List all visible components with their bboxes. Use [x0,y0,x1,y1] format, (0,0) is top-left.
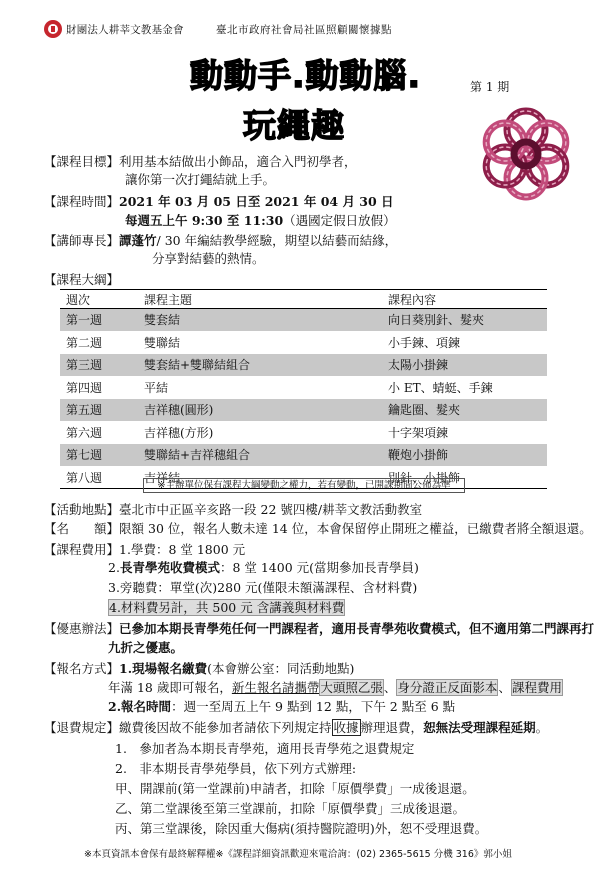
title-line-1: 動動手.動動腦. [190,56,422,95]
row-week: 第六週 [60,421,138,444]
header-content: 課程內容 [382,290,547,309]
register-photo: 大頭照乙張 [320,680,383,695]
table-row [60,354,547,377]
discount-row [44,619,594,637]
discount-label: 【優惠辦法】 [44,621,120,636]
refund-item-b: 乙、第二堂課後至第三堂課前，扣除「原價學費」三成後退還。 [115,801,466,816]
sponsor-name: 臺北市政府社會局社區照顧關懷據點 [216,24,392,36]
fee-item-4 [108,598,345,616]
teacher-row [44,231,397,249]
location-row [44,500,422,518]
table-row [60,399,547,422]
register-id-copy: 身分證正反面影本 [397,680,498,695]
row-content: 鞭炮小掛飾 [382,444,547,467]
syllabus-note: ※主辦單位保有課程大綱變動之權力，若有變動，已開課期間公佈為準 [143,478,465,493]
teacher-line-1: / 30 年編結教學經驗，期望以結藝而結緣， [156,233,398,248]
row-content: 小 ET、蜻蜓、手鍊 [382,376,547,399]
row-week: 第五週 [60,399,138,422]
quota-label: 【名 額】 [44,521,120,536]
foundation-name: 財團法人耕莘文教基金會 [66,23,184,36]
time-weekly: 每週五上午 9:30 至 11:30 [125,213,284,228]
register-office: (本會辦公室：同活動地點) [207,661,355,676]
rope-knot-icon [472,100,580,208]
outline-label: 【課程大綱】 [44,272,120,287]
time-line-2 [125,211,396,229]
header-topic: 課程主題 [138,290,382,309]
refund-item-2: 2. 非本期長青學苑學員，依下列方式辦理: [115,761,357,776]
foundation-logo-icon [44,20,62,38]
register-sep-2: 、 [498,680,511,695]
foundation-logo [44,20,184,38]
row-topic: 吉祥穗(圓形) [138,399,382,422]
time-label: 【課程時間】 [44,194,120,209]
page-footer: ※本頁資訊本會保有最終解釋權※《課程詳細資訊歡迎來電洽詢：(02) 2365-5615 分機 316》郭小姐 [84,849,512,860]
discount-line-2: 九折之優惠。 [108,640,184,655]
refund-text: 繳費後因故不能參加者請依下列規定持 [119,720,332,735]
refund-row [44,718,548,736]
row-topic: 吉祥穗(方形) [138,421,382,444]
fee-item-1: 1.學費：8 堂 1800 元 [119,542,246,557]
goal-line-2: 讓你第一次打繩結就上手。 [125,172,276,187]
register-bring: 新生報名請攜帶 [231,680,320,695]
time-holiday-note: （遇國定假日放假） [283,213,396,228]
refund-receipt: 收據 [333,720,359,735]
table-row [60,376,547,399]
row-topic: 雙套結 [138,309,382,332]
location-text: 臺北市中正區辛亥路一段 22 號四樓/耕莘文教活動教室 [119,502,423,517]
goal-label: 【課程目標】 [44,154,120,169]
row-week: 第三週 [60,354,138,377]
row-content: 小手鍊、項鍊 [382,331,547,354]
register-onsite: 1.現場報名繳費 [119,661,208,676]
row-week: 第七週 [60,444,138,467]
fee-item-2-num: 2. [108,560,120,575]
teacher-line-2: 分享對結藝的熱情。 [152,251,265,266]
table-row [60,331,547,354]
refund-period: 。 [535,720,549,735]
register-time-label: 2.報名時間 [108,699,172,714]
quota-row [44,519,592,537]
row-topic: 雙聯結 [138,331,382,354]
fee-item-4-text: 4.材料費另計，共 500 元 含講義與材料費 [109,600,345,615]
refund-no-postpone: 恕無法受理課程延期 [423,720,536,735]
fee-row [44,540,245,558]
time-date-range: 2021 年 03 月 05 日至 2021 年 04 月 30 日 [119,194,394,209]
fee-item-2-text: ：8 堂 1400 元(當期參加長青學員) [219,560,419,575]
discount-line-1: 已參加本期長青學苑任何一門課程者，適用長青學苑收費模式，但不適用第二門課再打 [119,621,595,636]
syllabus-header-row [60,290,547,309]
refund-item-c: 丙、第三堂課後，除因重大傷病(須持醫院證明)外，恕不受理退費。 [115,821,488,836]
refund-item-a: 甲、開課前(第一堂課前)申請者，扣除「原價學費」一成後退還。 [115,781,475,796]
row-topic: 雙套結+雙聯結組合 [138,354,382,377]
row-week: 第四週 [60,376,138,399]
issue-number: 第 1 期 [470,80,510,94]
fee-label: 【課程費用】 [44,542,120,557]
header-week: 週次 [60,290,138,309]
row-week: 第八週 [60,466,138,489]
fee-item-2 [108,558,419,576]
register-row [44,659,354,677]
register-fee: 課程費用 [511,680,562,695]
register-sep-1: 、 [383,680,397,695]
row-content: 太陽小掛鍊 [382,354,547,377]
teacher-label: 【講師專長】 [44,233,120,248]
row-content: 別針、小掛飾 [382,466,547,489]
register-time-text: ：週一至周五上午 9 點到 12 點，下午 2 點至 6 點 [171,699,456,714]
location-label: 【活動地點】 [44,502,120,517]
register-age: 年滿 18 歲即可報名， [108,680,232,695]
page-header [44,20,564,40]
syllabus-table [60,289,547,489]
fee-item-2-bold: 長青學苑收費模式 [119,560,220,575]
teacher-name: 譚蓬竹 [119,233,157,248]
refund-item-1: 1. 參加者為本期長青學苑，適用長青學苑之退費規定 [115,741,415,756]
goal-row [44,152,357,170]
row-content: 向日葵別針、髮夾 [382,309,547,332]
row-topic: 雙聯結+吉祥穗組合 [138,444,382,467]
table-row [60,444,547,467]
quota-text: 限額 30 位，報名人數未達 14 位，本會保留停止開班之權益，已繳費者將全額退還。 [119,521,592,536]
goal-line-1: 利用基本結做出小飾品，適合入門初學者， [119,154,357,169]
table-row [60,421,547,444]
refund-text-2: 辦理退費， [360,720,424,735]
time-row [44,192,394,210]
row-topic: 吉祥結 [138,466,382,489]
register-label: 【報名方式】 [44,661,120,676]
row-week: 第二週 [60,331,138,354]
register-requirements [108,678,563,696]
refund-label: 【退費規定】 [44,720,120,735]
row-topic: 平結 [138,376,382,399]
table-row [60,309,547,332]
register-time [108,697,455,715]
fee-item-3: 3.旁聽費：單堂(次)280 元(僅限未額滿課程、含材料費) [108,580,418,595]
row-content: 鑰匙圈、髮夾 [382,399,547,422]
row-week: 第一週 [60,309,138,332]
row-content: 十字架項鍊 [382,421,547,444]
title-line-2: 玩繩趣 [243,106,345,145]
